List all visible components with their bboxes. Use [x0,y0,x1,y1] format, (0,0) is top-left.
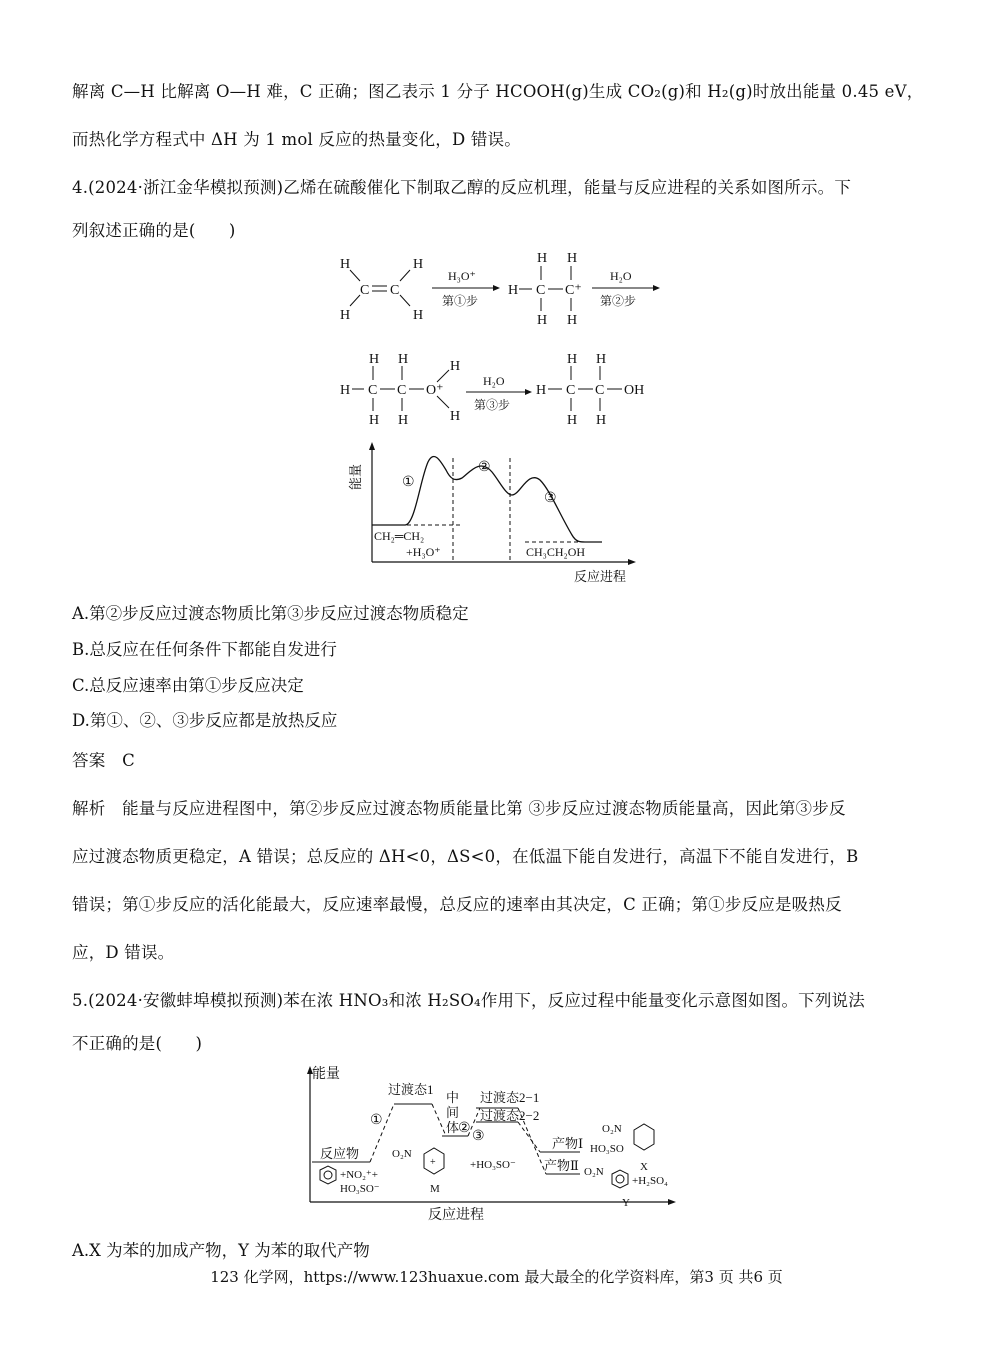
question-5-stem-cont: 不正确的是( ) [72,1034,203,1053]
option-a: A.第②步反应过渡态物质比第③步反应过渡态物质稳定 [72,604,469,623]
page-footer: 123 化学网，https://www.123huaxue.com 最大最全的化学资料库，第3 页 共6 页 [210,1268,783,1286]
intermediate-label: 间 [446,1105,460,1120]
energy-diagram-1 [350,440,650,590]
no2-group: O₂N [584,1166,604,1178]
m-label: M [430,1183,440,1195]
atom-label: H [340,257,351,272]
question-5-option-a: A.X 为苯的加成产物，Y 为苯的取代产物 [72,1241,370,1260]
text-line: 而热化学方程式中 ΔH 为 1 mol 反应的热量变化，D 错误。 [72,130,521,149]
answer: 答案 C [72,751,135,770]
atom-label: C [566,383,576,398]
x-axis-label: 反应进程 [428,1208,484,1223]
atom-label: C [360,283,370,298]
atom-label: H [537,251,548,266]
reactant-formula: HO₃SO⁻ [340,1183,380,1195]
intermediate-label: 体 [446,1120,460,1135]
atom-label: H [340,383,351,398]
analysis-line: 解析 能量与反应进程图中，第②步反应过渡态物质能量比第 ③步反应过渡态物质能量高，因此第③步反 [72,799,846,818]
atom-label: H [413,308,424,323]
end-species: CH₃CH₂OH [526,545,586,559]
atom-label: H [450,359,461,374]
h2so4: +H₂SO₄ [632,1175,668,1187]
intermediate-label: 中 [446,1090,460,1105]
atom-label: H [596,413,607,428]
counterion: +HO₃SO⁻ [470,1159,516,1171]
option-c: C.总反应速率由第①步反应决定 [72,676,304,695]
x-axis-label: 反应进程 [574,569,627,584]
atom-label: H [508,283,519,298]
plus-sign: + [430,1157,436,1168]
step-label: 第③步 [474,398,511,412]
y-label: Y [622,1197,630,1209]
reactant-label: 反应物 [320,1146,360,1161]
product-1-label: 产物Ⅰ [552,1136,584,1151]
y-axis-label: 能量 [348,463,363,490]
step-label: 第②步 [600,294,637,308]
product-y-ring [612,1170,628,1188]
atom-label: H [567,251,578,266]
atom-label: H [596,352,607,367]
step-marker: ① [402,475,415,490]
reaction-scheme [320,250,680,435]
text-line: 解离 C—H 比解离 O—H 难，C 正确；图乙表示 1 分子 HCOOH(g)生成 CO₂(g)和 H₂(g)时放出能量 0.45 eV， [72,82,924,101]
atom-label: H [369,413,380,428]
product-x-ring [634,1124,654,1150]
atom-label: H [398,413,409,428]
step-label: 第①步 [442,294,479,308]
ho3so-group: HO₃SO [590,1143,624,1155]
transition-state-2-1: 过渡态2−1 [480,1090,540,1105]
transition-state-1: 过渡态1 [388,1082,434,1097]
reagent-label: H₂O [610,269,632,283]
x-label: X [640,1161,648,1173]
start-species: CH₂═CH₂ [374,529,425,543]
no2-group: O₂N [602,1123,622,1135]
atom-label: C [390,283,400,298]
atom-label: H [340,308,351,323]
product-2-label: 产物Ⅱ [544,1158,579,1173]
option-b: B.总反应在任何条件下都能自发进行 [72,640,337,659]
question-4-stem-cont: 列叙述正确的是( ) [72,221,236,240]
atom-label: H [537,313,548,328]
step-marker: ③ [472,1129,485,1144]
atom-label: C [595,383,605,398]
analysis-line: 错误；第①步反应的活化能最大，反应速率最慢，总反应的速率由其决定，C 正确；第①步反应是吸热反 [72,895,842,914]
atom-label: H [450,409,461,424]
atom-label: H [369,352,380,367]
atom-label: H [567,352,578,367]
atom-label: H [413,257,424,272]
atom-label: OH [624,383,645,398]
start-species: +H₃O⁺ [406,545,441,559]
atom-label: C [368,383,378,398]
atom-label: C [397,383,407,398]
reactant-formula: +NO₂⁺+ [340,1169,378,1181]
analysis-line: 应，D 错误。 [72,943,175,962]
reagent-label: H₃O⁺ [448,269,476,283]
step-marker: ② [458,1121,471,1136]
energy-diagram-2 [290,1062,690,1222]
atom-label: H [536,383,547,398]
analysis-line: 应过渡态物质更稳定，A 错误；总反应的 ΔH<0，ΔS<0，在低温下能自发进行，高温下不能自发进行，B [72,847,859,866]
question-4-stem: 4.(2024·浙江金华模拟预测)乙烯在硫酸催化下制取乙醇的反应机理，能量与反应进程的关系如图所示。下 [72,178,852,197]
benzene-ring [320,1166,336,1184]
transition-state-2-2: 过渡态2−2 [480,1108,540,1123]
y-axis-label: 能量 [312,1067,340,1082]
no2-group: O₂N [392,1148,412,1160]
question-5-stem: 5.(2024·安徽蚌埠模拟预测)苯在浓 HNO₃和浓 H₂SO₄作用下，反应过程中能量变化示意图如图。下列说法 [72,991,865,1010]
atom-label: H [398,352,409,367]
atom-label: C [536,283,546,298]
atom-label: H [567,413,578,428]
step-marker: ② [478,460,491,475]
step-marker: ③ [544,491,557,506]
reagent-label: H₂O [483,374,505,388]
atom-label: O⁺ [426,383,444,398]
atom-label: C⁺ [565,283,582,298]
atom-label: H [567,313,578,328]
step-marker: ① [370,1113,383,1128]
option-d: D.第①、②、③步反应都是放热反应 [72,711,338,730]
